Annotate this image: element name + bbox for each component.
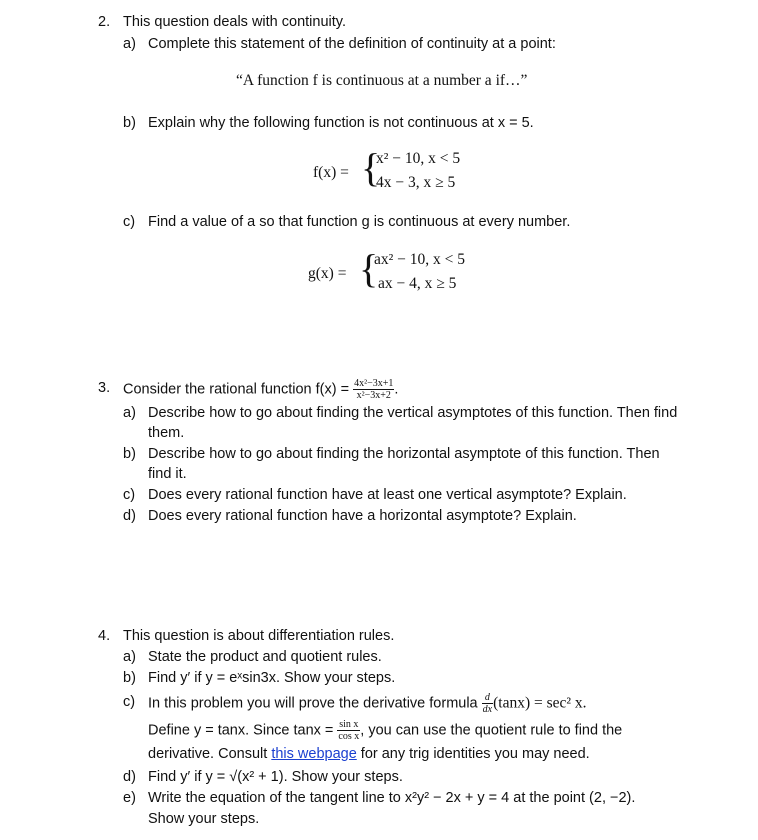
q3a-label: a) [123, 405, 136, 421]
q3-fraction [353, 378, 394, 401]
q3-intro-period: . [394, 381, 399, 398]
q4c-d-numerator: d [482, 692, 493, 704]
q4e-label: e) [123, 790, 136, 806]
q3c-text: Does every rational function have at least one vertical asymptote? Explain. [148, 487, 627, 503]
q3b-label: b) [123, 446, 136, 462]
q3b-text-line1: Describe how to go about finding the horizontal asymptote of this function. Then [148, 446, 660, 462]
q4d-label: d) [123, 769, 136, 785]
q2c-label: c) [123, 214, 136, 230]
q3-number: 3. [98, 380, 111, 396]
q3-fraction-denominator: x²−3x+2 [356, 390, 391, 401]
q3d-text: Does every rational function have a horizontal asymptote? Explain. [148, 508, 577, 524]
f-case-1: x² − 10, x < 5 [376, 150, 461, 167]
q3-intro-text: Consider the rational function f(x) = [123, 381, 350, 398]
f-case-2: 4x − 3, x ≥ 5 [376, 174, 456, 191]
q2-number: 2. [98, 14, 111, 30]
q4-number: 4. [98, 628, 111, 644]
q4c-deriv-text-1: derivative. Consult [148, 746, 268, 762]
q3-fraction-numerator: 4x²−3x+1 [354, 378, 394, 389]
q4c-d-denominator: dx [482, 704, 493, 715]
f-brace: { [361, 145, 381, 190]
g-case-1: ax² − 10, x < 5 [374, 251, 466, 268]
q2b-text: Explain why the following function is not continuous at x = 5. [148, 115, 534, 131]
g-brace: { [359, 246, 379, 291]
g-case-2: ax − 4, x ≥ 5 [378, 275, 457, 292]
q4c-text-intro: In this problem you will prove the derivative formula [148, 695, 478, 712]
q2c-text: Find a value of a so that function g is continuous at every number. [148, 214, 571, 230]
q4e-text-line2: Show your steps. [148, 811, 260, 827]
q4a-text: State the product and quotient rules. [148, 649, 382, 665]
q4b-text: Find y′ if y = eˣsin3x. Show your steps. [148, 670, 396, 686]
q2b-label: b) [123, 115, 136, 131]
q4c-define-text-1: Define y = tanx. Since tanx = [148, 722, 334, 739]
f-definition-lhs: f(x) = [313, 164, 349, 181]
q4b-label: b) [123, 670, 136, 686]
q3-intro [123, 378, 398, 401]
q4d-text: Find y′ if y = √(x² + 1). Show your steps. [148, 769, 403, 785]
q2-title: This question deals with continuity. [123, 14, 346, 30]
q3b-text-line2: find it. [148, 466, 187, 482]
q4c-deriv-text-2: for any trig identities you may need. [360, 746, 590, 762]
q4c-label: c) [123, 694, 136, 710]
q4c-define-text-2: , you can use the quotient rule to find the [360, 722, 623, 739]
q4c-derivative-operator [482, 692, 493, 715]
q4c-formula: (tanx) = sec² x. [493, 694, 587, 712]
q4c-define-line [148, 719, 622, 742]
q3c-label: c) [123, 487, 136, 503]
q2a-text: Complete this statement of the definition of continuity at a point: [148, 36, 556, 52]
trig-identities-link[interactable]: this webpage [271, 746, 357, 762]
q3a-text-line1: Describe how to go about finding the vertical asymptotes of this function. Then find [148, 405, 678, 421]
q4c-tan-fraction [337, 719, 360, 742]
q4c-derivative-line [148, 744, 590, 764]
q4c-cos-denominator: cos x [338, 731, 360, 742]
g-definition-lhs: g(x) = [308, 265, 347, 282]
q3a-text-line2: them. [148, 425, 185, 441]
q4c-text [148, 692, 587, 715]
q2-quote: “A function f is continuous at a number a if…” [236, 72, 528, 89]
q3d-label: d) [123, 508, 136, 524]
q4c-sin-numerator: sin x [339, 719, 359, 730]
q4e-text-line1: Write the equation of the tangent line to x²y² − 2x + y = 4 at the point (2, −2). [148, 790, 636, 806]
q4a-label: a) [123, 649, 136, 665]
q2a-label: a) [123, 36, 136, 52]
q4-title: This question is about differentiation rules. [123, 628, 395, 644]
